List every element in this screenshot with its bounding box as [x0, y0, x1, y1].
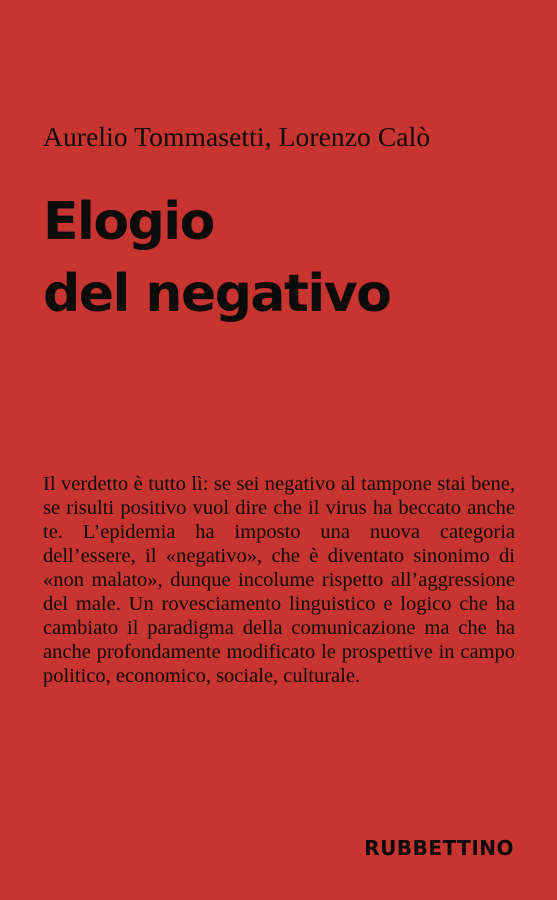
author-names: Aurelio Tommasetti, Lorenzo Calò [43, 121, 431, 152]
publisher-logo: RUBBETTINO [364, 836, 514, 860]
title-line-1: Elogio [43, 192, 214, 252]
title-line-2: del negativo [43, 264, 391, 324]
book-title [43, 186, 523, 330]
blurb-text: Il verdetto è tutto lì: se sei negativo al tampone stai bene, se risulti positivo vuol dire che il virus ha beccato anche te. L’epidemia ha imposto una nuova categoria dell’essere, il «negativo», che è diventato sinonimo di «non malato», dunque incolume rispetto all’aggressione del male. Un rovesciamento linguistico e logico che ha cambiato il paradigma della comunicazione ma che ha anche profondamente modificato le prospettive in campo politico, economico, sociale, culturale. [43, 473, 515, 687]
